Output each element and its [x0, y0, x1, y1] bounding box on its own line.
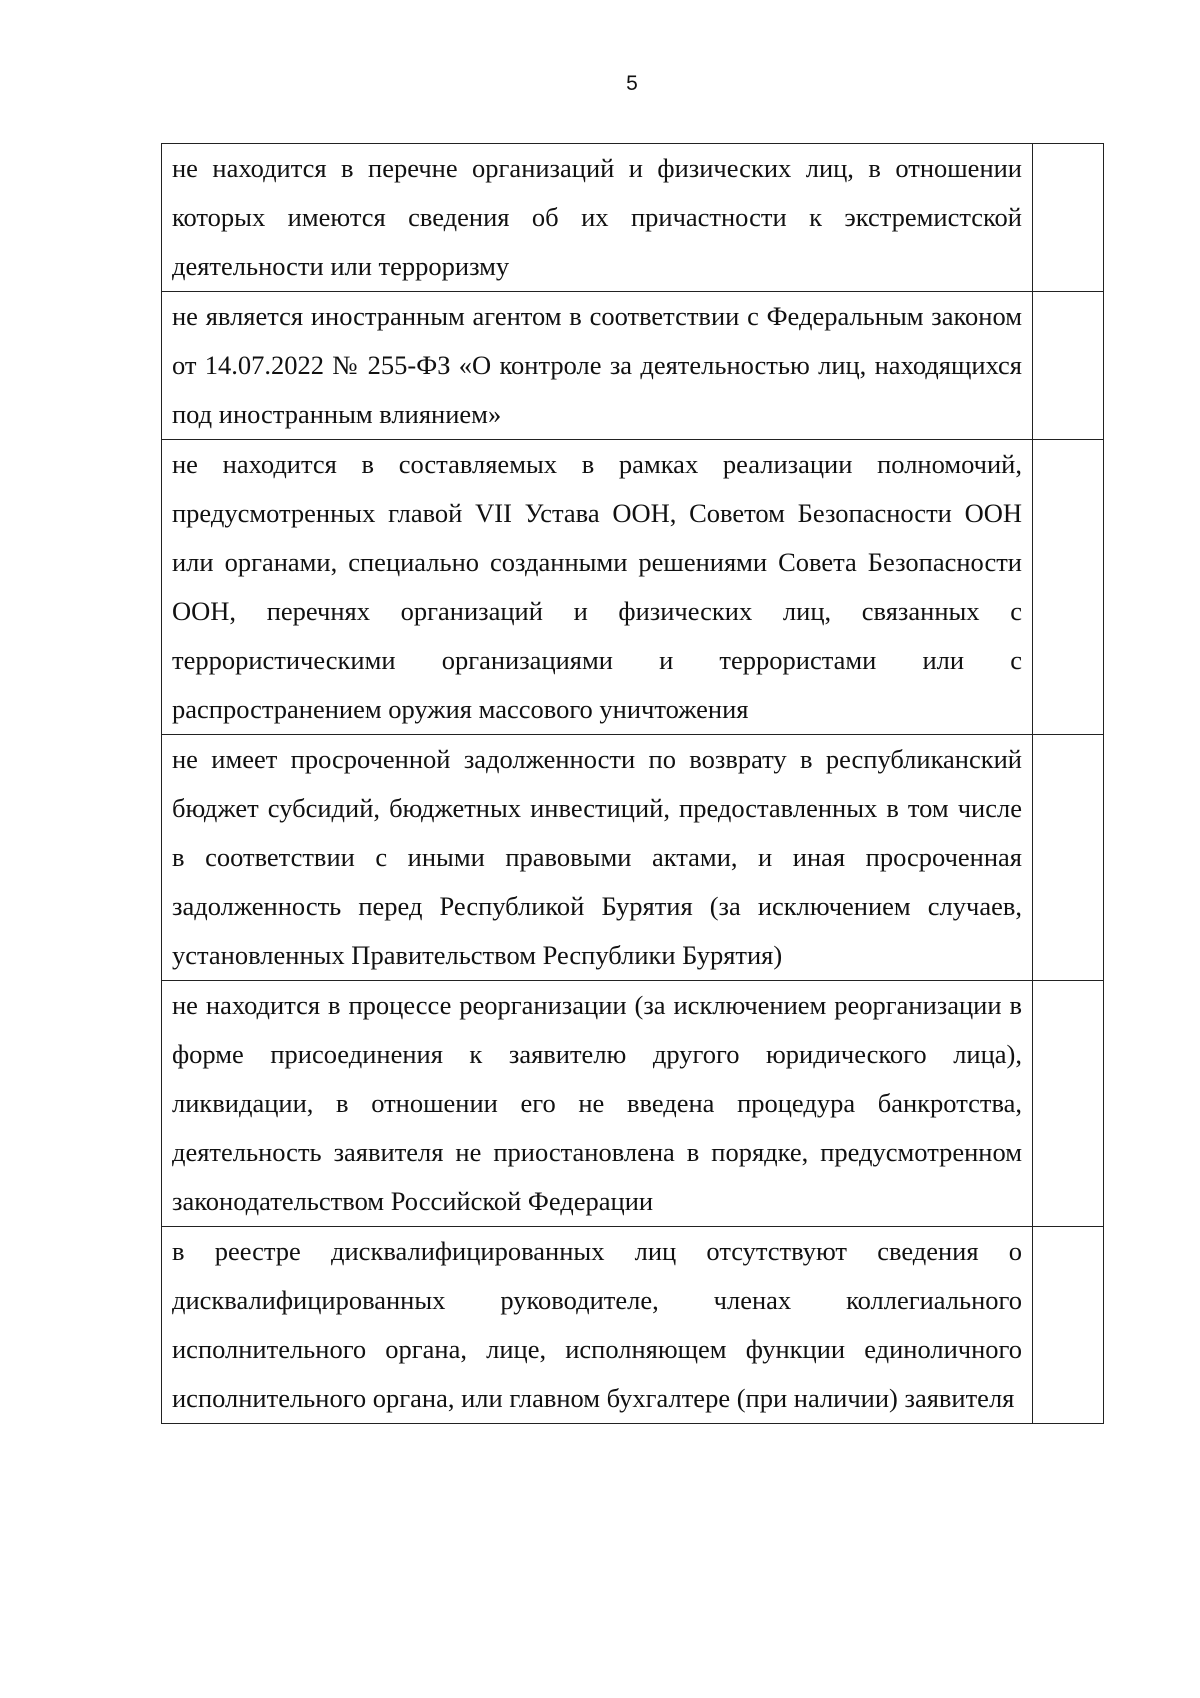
criteria-table	[161, 143, 1104, 1424]
criteria-text: не является иностранным агентом в соответствии с Федеральным законом от 14.07.2022 № 255-ФЗ «О контроле за деятельностью лиц, находящихся под иностранным влиянием»	[162, 292, 1033, 440]
criteria-row	[162, 1227, 1104, 1424]
page-number: 5	[626, 72, 638, 95]
criteria-text: не имеет просроченной задолженности по возврату в республиканский бюджет субсидий, бюджетных инвестиций, предоставленных в том числе в соответствии с иными правовыми актами, и иная просроченная задолженность перед Республикой Бурятия (за исключением случаев, установленных Правительством Республики Бурятия)	[162, 735, 1033, 981]
criteria-row	[162, 144, 1104, 292]
criteria-mark-cell	[1033, 440, 1104, 735]
criteria-text: не находится в составляемых в рамках реализации полномочий, предусмотренных главой VII Устава ООН, Советом Безопасности ООН или органами, специально созданными решениями Совета Безопасности ООН, перечнях организаций и физических лиц, связанных с террористическими организациями и террористами или с распространением оружия массового уничтожения	[162, 440, 1033, 735]
criteria-mark-cell	[1033, 981, 1104, 1227]
criteria-text: в реестре дисквалифицированных лиц отсутствуют сведения о дисквалифицированных руководителе, членах коллегиального исполнительного органа, лице, исполняющем функции единоличного исполнительного органа, или главном бухгалтере (при наличии) заявителя	[162, 1227, 1033, 1424]
criteria-text: не находится в процессе реорганизации (за исключением реорганизации в форме присоединения к заявителю другого юридического лица), ликвидации, в отношении его не введена процедура банкротства, деятельность заявителя не приостановлена в порядке, предусмотренном законодательством Российской Федерации	[162, 981, 1033, 1227]
criteria-mark-cell	[1033, 292, 1104, 440]
criteria-mark-cell	[1033, 735, 1104, 981]
criteria-mark-cell	[1033, 144, 1104, 292]
criteria-text: не находится в перечне организаций и физических лиц, в отношении которых имеются сведения об их причастности к экстремистской деятельности или терроризму	[162, 144, 1033, 292]
criteria-row	[162, 735, 1104, 981]
criteria-row	[162, 981, 1104, 1227]
criteria-row	[162, 292, 1104, 440]
criteria-row	[162, 440, 1104, 735]
criteria-mark-cell	[1033, 1227, 1104, 1424]
